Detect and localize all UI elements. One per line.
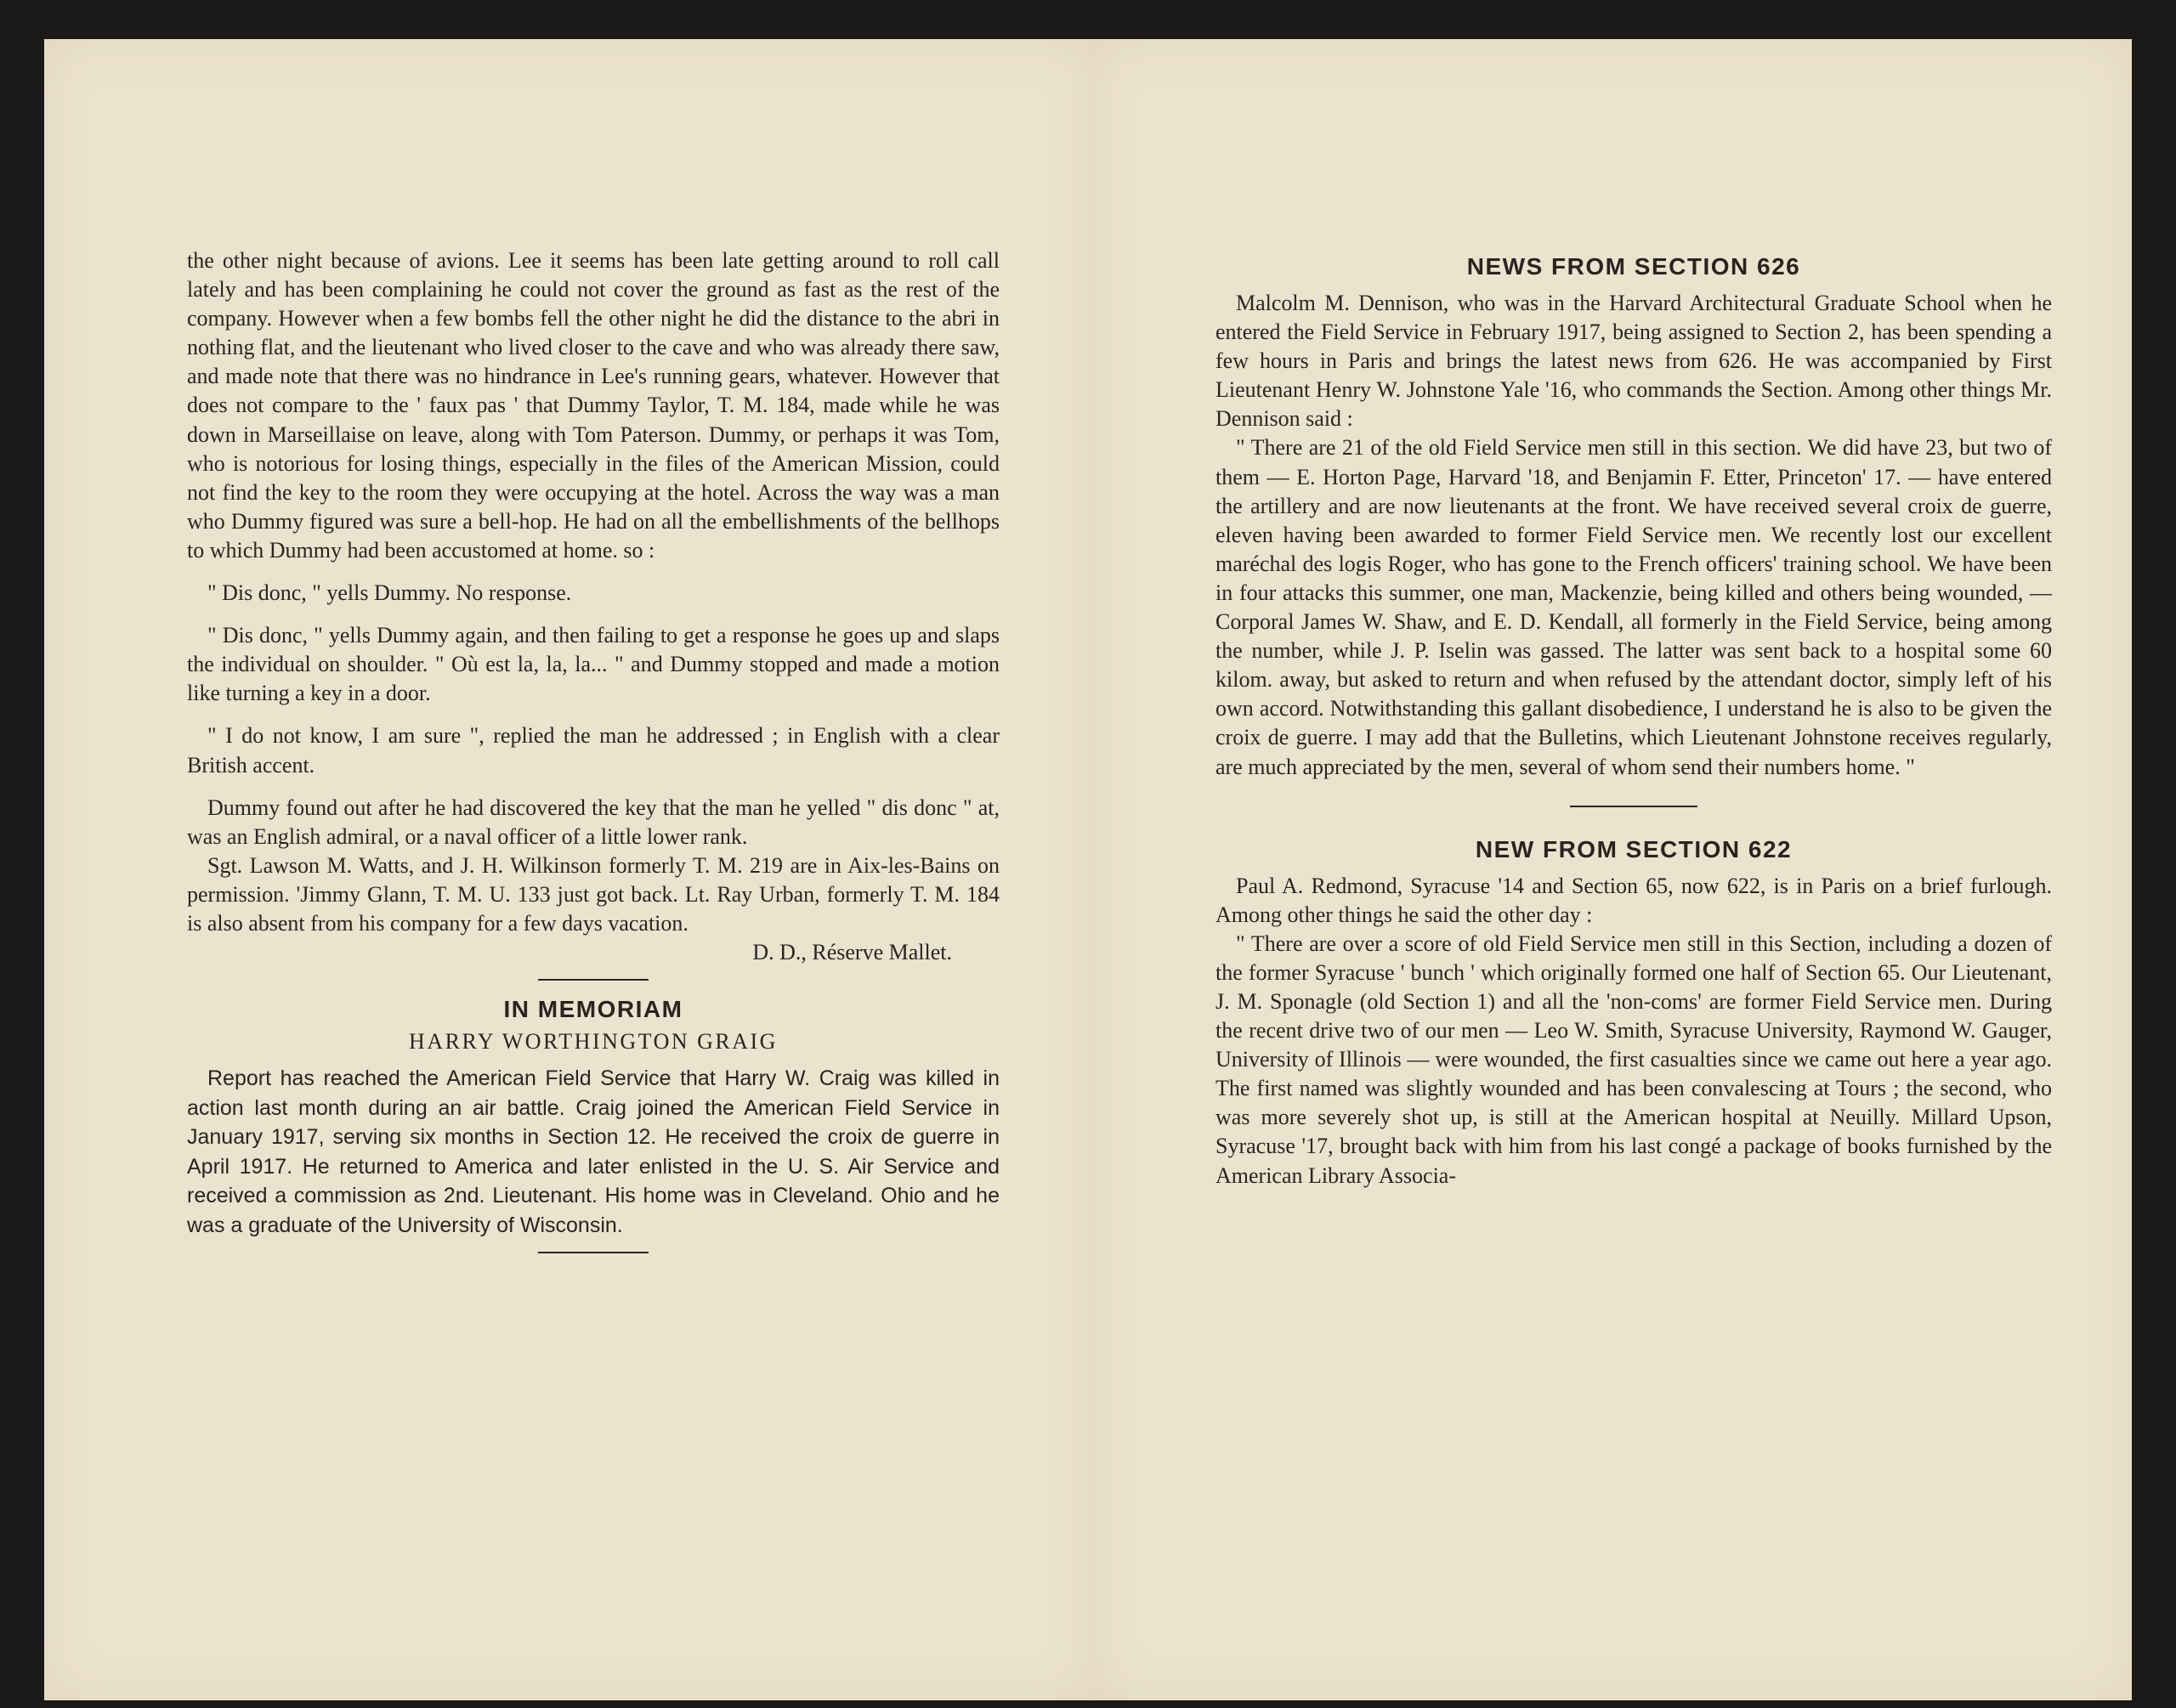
right-text-column xyxy=(1216,250,2052,1191)
section-622-intro: Paul A. Redmond, Syracuse '14 and Section 65, now 622, is in Paris on a brief furlough. Among other things he said the other day : xyxy=(1216,873,2052,927)
section-622-heading: NEW FROM SECTION 622 xyxy=(1475,835,1793,862)
memoriam-name: HARRY WORTHINGTON GRAIG xyxy=(409,1029,778,1055)
continued-paragraph: the other night because of avions. Lee it seems has been late getting around to roll call lately and has been complaining he could not cover the ground as fast as the rest of the company. However when a few bombs fell the other night he did the distance to the abri in nothing flat, and the lieutenant who lived closer to the cave and who was already there saw, and made note that there was no hindrance in Lee's running gears, whatever. However that does not compare to the ' faux pas ' that Dummy Taylor, T. M. 184, made while he was down in Marseillaise on leave, along with Tom Paterson. Dummy, or perhaps it was Tom, who is notorious for losing things, especially in the files of the American Mission, could not find the key to the room they were occupying at the hotel. Across the way was a man who Dummy figured was sure a bell-hop. He had on all the embellishments of the bellhops to which Dummy had been accustomed at home. so : xyxy=(187,248,1000,563)
author-signature: D. D., Réserve Mallet. xyxy=(752,940,952,965)
left-page xyxy=(44,39,1093,1700)
section-626-heading: NEWS FROM SECTION 626 xyxy=(1466,253,1801,280)
section-626-intro: Malcolm M. Dennison, who was in the Harvard Architectural Graduate School when he entered the Field Service in February 1917, being assigned to Section 2, has been spending a few hours in Paris and brings the latest news from 626. He was accompanied by First Lieutenant Henry W. Johnstone Yale '16, who commands the Section. Among other things Mr. Dennison said : xyxy=(1216,291,2052,432)
left-text-column xyxy=(187,246,1000,1265)
section-divider xyxy=(538,979,649,981)
section-626-quote: " There are 21 of the old Field Service men still in this section. We did have 23, but two of them — E. Horton Page, Harvard '18, and Benjamin F. Etter, Princeton' 17. — have entered the artillery and are now lieutenants at the front. We have received several croix de guerre, eleven having been awarded to former Field Service men. We recently lost our excellent maréchal des logis Roger, who has gone to the French officers' training school. We have been in four attacks this summer, one man, Mackenzie, being killed and others being wounded, — Corporal James W. Shaw, and E. D. Kendall, all formerly in the Field Service, being among the number, while J. P. Iselin was gassed. The latter was sent back to a hospital some 60 kilom. away, but asked to return and when refused by the attendant doctor, simply left of his own accord. Notwithstanding this gallant disobedience, I understand he is also to be given the croix de guerre. I may add that the Bulletins, which Lieutenant Johnstone receives regularly, are much appreciated by the men, several of whom send their numbers home. " xyxy=(1216,435,2052,779)
personnel-notes-paragraph: Sgt. Lawson M. Watts, and J. H. Wilkinson formerly T. M. 219 are in Aix-les-Bains on permission. 'Jimmy Glann, T. M. U. 133 just got back. Lt. Ray Urban, formerly T. M. 184 is also absent from his company for a few days vacation. xyxy=(187,852,1000,936)
british-accent-paragraph: " I do not know, I am sure ", replied the man he addressed ; in English with a clear British accent. xyxy=(187,723,1000,778)
end-divider xyxy=(538,1252,649,1253)
memoriam-paragraph: Report has reached the American Field Service that Harry W. Craig was killed in action last month during an air battle. Craig joined the American Field Service in January 1917, serving six months in Section 12. He received the croix de guerre in April 1917. He returned to America and later enlisted in the U. S. Air Service and received a commission as 2nd. Lieutenant. His home was in Cleveland. Ohio and he was a graduate of the University of Wisconsin. xyxy=(187,1066,1000,1237)
slaps-shoulder-paragraph: " Dis donc, " yells Dummy again, and then failing to get a response he goes up and slaps the individual on shoulder. " Où est la, la, la... " and Dummy stopped and made a motion like turning a key in a door. xyxy=(187,623,1000,706)
section-divider xyxy=(1570,806,1697,807)
section-622-quote: " There are over a score of old Field Service men still in this Section, including a dozen of the former Syracuse ' bunch ' which originally formed one half of Section 65. Our Lieutenant, J. M. Sponagle (old Section 1) and all the 'non-coms' are former Field Service men. During the recent drive two of our men — Leo W. Smith, Syracuse University, Raymond W. Gauger, University of Illinois — were wounded, the first casualties since we came out here a year ago. The first named was slightly wounded and has been convalescing at Tours ; the second, who was more severely shot up, is still at the American hospital at Neuilly. Millard Upson, Syracuse '17, brought back with him from his last congé a package of books furnished by the American Library Associa- xyxy=(1216,930,2052,1188)
right-page xyxy=(1093,39,2132,1700)
dis-donc-paragraph: " Dis donc, " yells Dummy. No response. xyxy=(207,580,572,606)
english-admiral-paragraph: Dummy found out after he had discovered the key that the man he yelled " dis donc " at, was an English admiral, or a naval officer of a little lower rank. xyxy=(187,795,1000,849)
memoriam-heading: IN MEMORIAM xyxy=(503,996,683,1023)
